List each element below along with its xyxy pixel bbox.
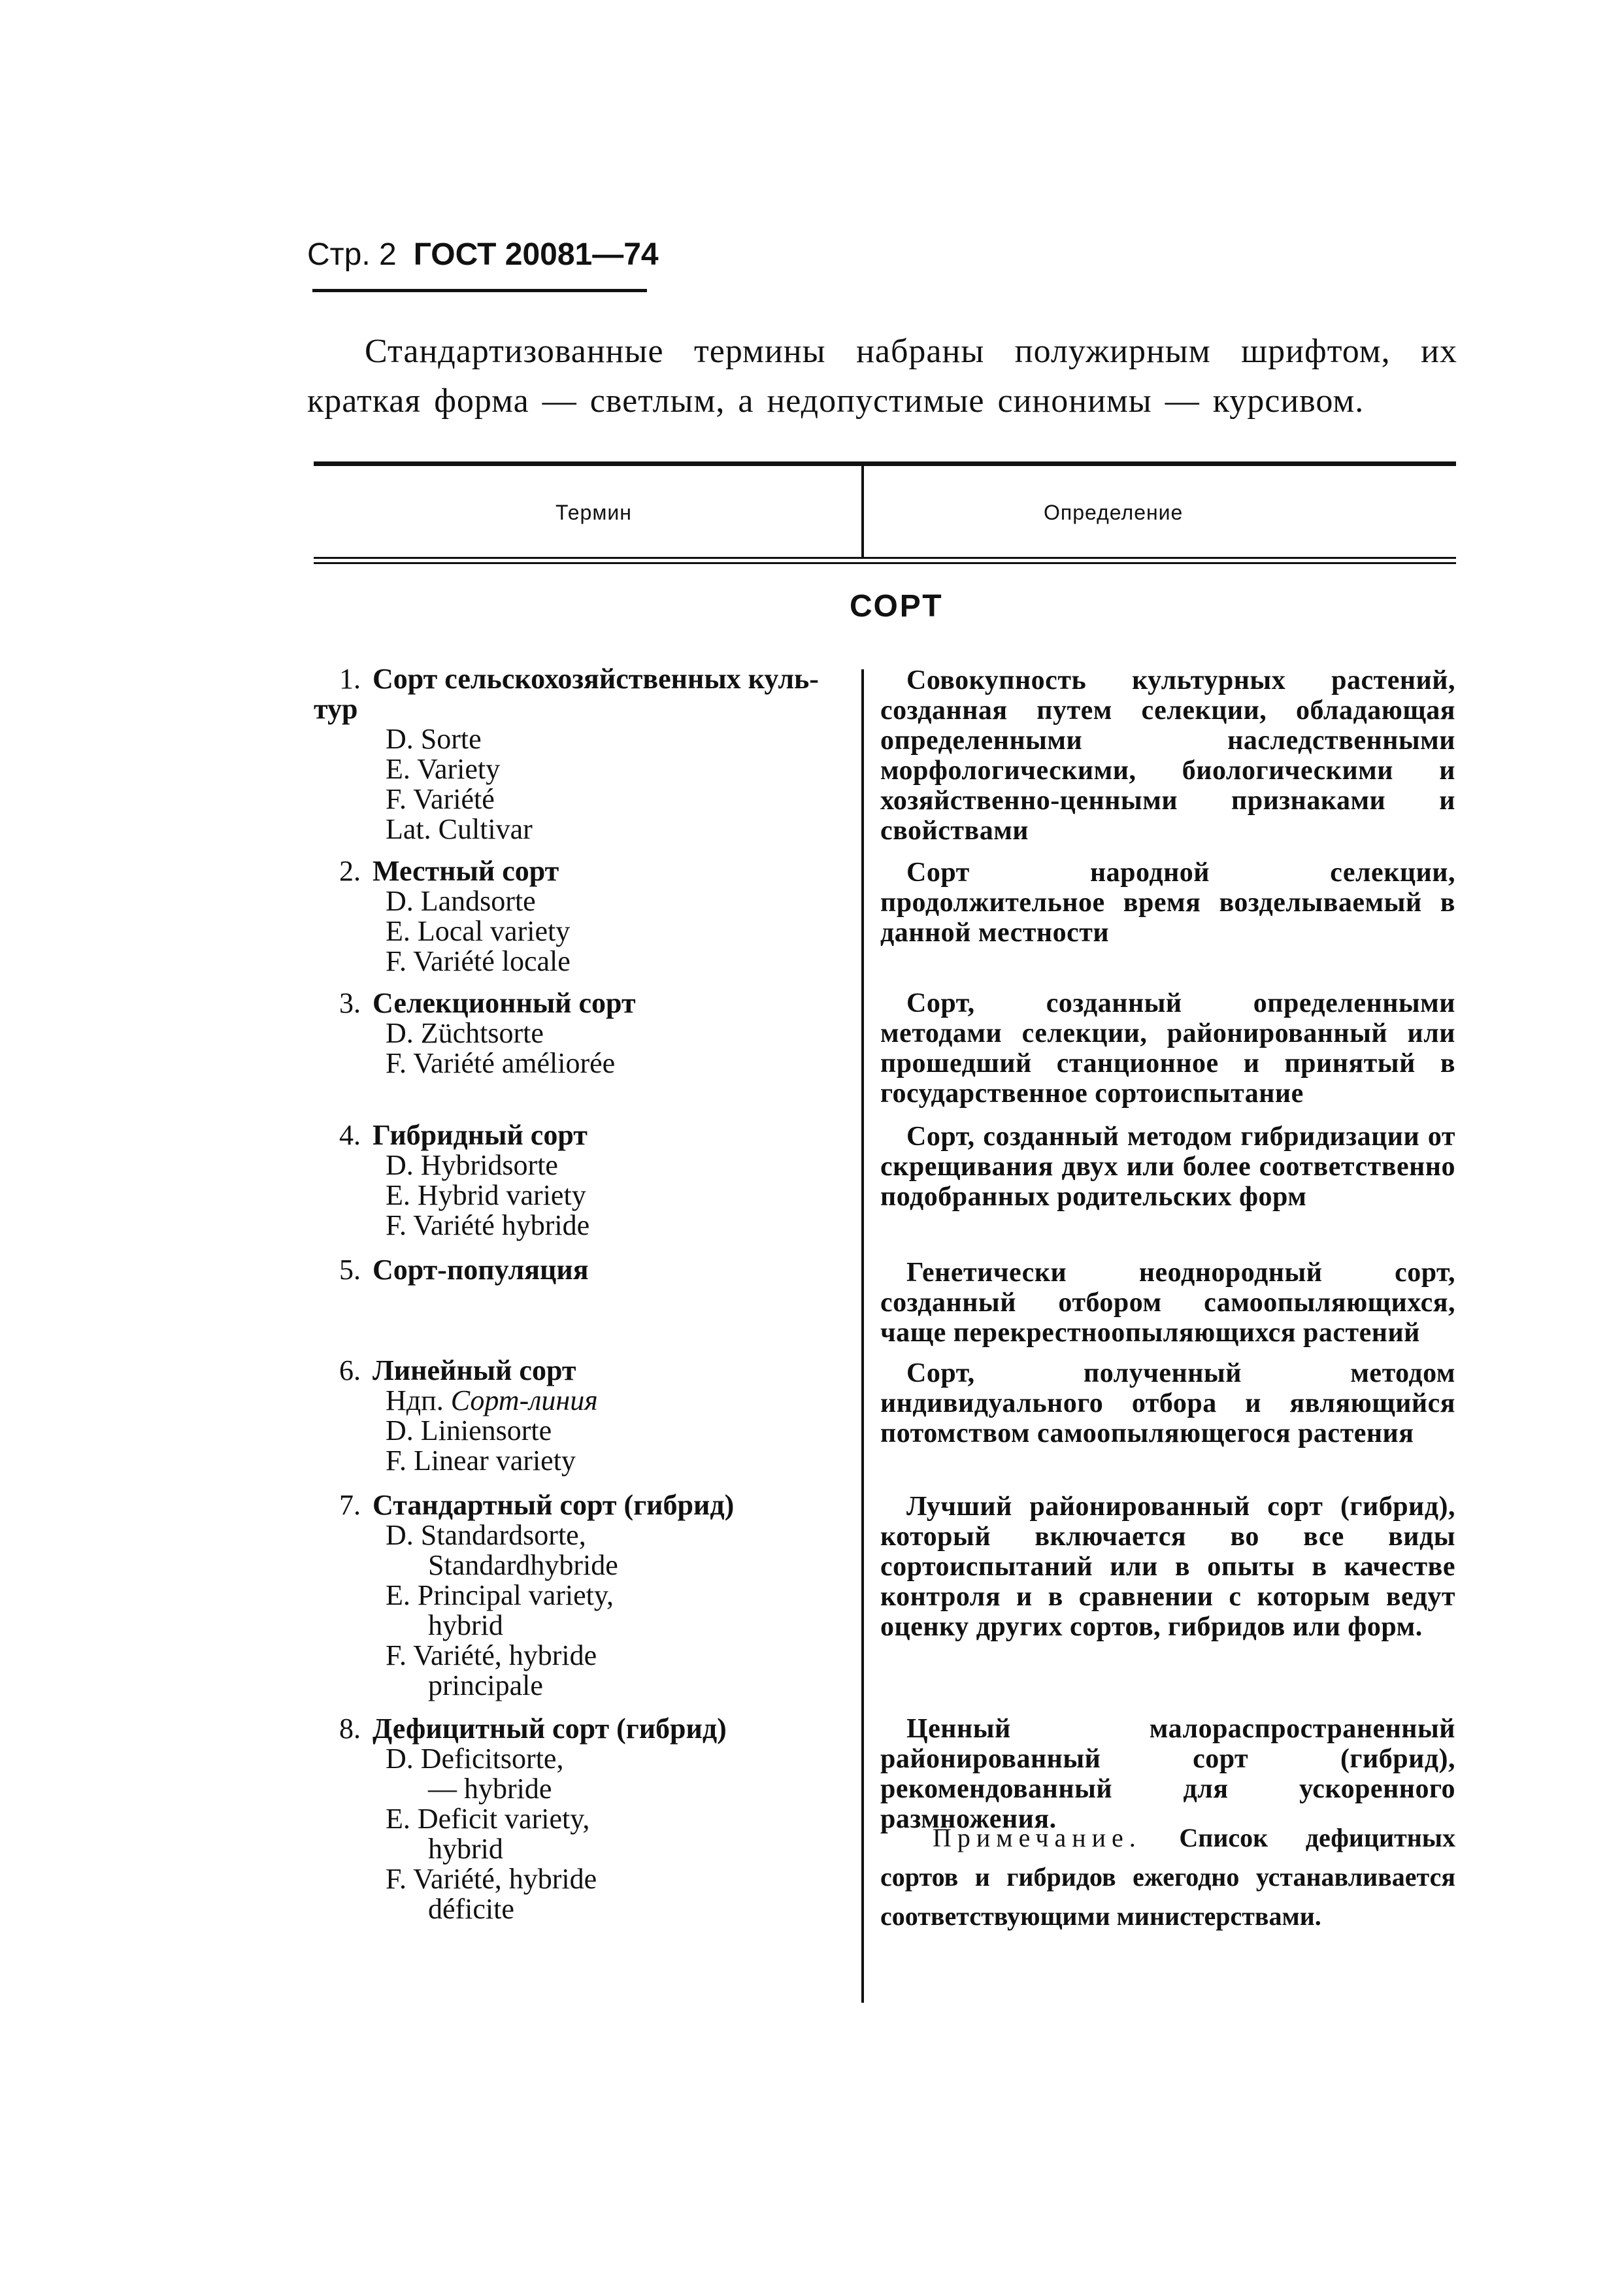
term-number: 6. — [339, 1354, 361, 1386]
equivalent-french: F. Variété — [386, 783, 495, 815]
term-entry-7 — [314, 1490, 843, 1701]
term-number: 2. — [339, 855, 361, 887]
equivalent-french: F. Variété, hybride — [386, 1639, 597, 1671]
header-column-divider — [861, 465, 864, 558]
term-number: 5. — [339, 1254, 361, 1286]
table-header-rule-2 — [314, 562, 1456, 564]
definition-3: Сорт, созданный определенными методами селекции, районированный или прошедший станционное и принятый в государственное сортоиспытание — [880, 988, 1455, 1109]
definition-2: Сорт народной селекции, продолжительное время возделываемый в данной местности — [880, 858, 1455, 948]
synonym-label: Ндп. — [386, 1384, 444, 1416]
term-number: 3. — [339, 987, 361, 1019]
equivalent-english: E. Variety — [386, 753, 501, 785]
term-number: 8. — [339, 1713, 361, 1745]
page-number: Стр. 2 — [307, 237, 397, 272]
definition-7: Лучший районированный сорт (гибрид), который включается во все виды сортоиспытаний или в опыты в качестве контроля и в сравнении с которым ведут оценку других сортов, гибридов или форм. — [880, 1492, 1455, 1642]
equivalent-german: D. Standardsorte, — [386, 1519, 586, 1551]
equivalent-french: F. Variété, hybride — [386, 1863, 597, 1895]
equivalent-french: F. Variété hybride — [386, 1209, 590, 1241]
term-name: Линейный сорт — [373, 1354, 576, 1386]
definition-6: Сорт, полученный методом индивидуального отбора и являющийся потомством самоопыляющегося растения — [880, 1358, 1455, 1448]
term-entry-5 — [314, 1255, 843, 1285]
equivalent-french-continuation: déficite — [428, 1893, 514, 1925]
column-header-definition: Определение — [1044, 501, 1184, 524]
equivalent-german: D. Züchtsorte — [386, 1017, 544, 1049]
term-entry-3 — [314, 988, 843, 1079]
body-column-divider — [861, 669, 864, 2003]
note-8 — [880, 1818, 1455, 1936]
equivalent-latin: Lat. Cultivar — [386, 813, 533, 845]
table-header-rule-1 — [314, 557, 1456, 559]
note-text: Список дефицитных сортов и гибридов ежегодно устанавливается соответствующими министерствами. — [880, 1823, 1455, 1931]
definition-4: Сорт, созданный методом гибридизации от скрещивания двух или более соответственно подобранных родительских форм — [880, 1122, 1455, 1212]
term-entry-8 — [314, 1714, 843, 1924]
rejected-synonym: Сорт-линия — [450, 1384, 598, 1416]
standard-designation: ГОСТ 20081—74 — [413, 237, 659, 272]
equivalent-french: F. Variété locale — [386, 945, 571, 977]
table-top-rule — [314, 461, 1456, 466]
running-head — [307, 237, 659, 273]
equivalent-english: E. Principal variety, — [386, 1579, 614, 1611]
equivalent-english: E. Hybrid variety — [386, 1179, 586, 1211]
equivalent-english-continuation: hybrid — [428, 1609, 503, 1641]
rejected-synonym-line — [314, 1386, 843, 1416]
term-entry-6 — [314, 1356, 843, 1476]
definition-8: Ценный малораспространенный районированный сорт (гибрид), рекомендованный для ускоренного размножения. — [880, 1714, 1455, 1834]
equivalent-english-continuation: hybrid — [428, 1833, 503, 1865]
equivalent-german: D. Landsorte — [386, 885, 536, 917]
equivalent-english: E. Local variety — [386, 915, 571, 947]
equivalent-german: D. Sorte — [386, 723, 482, 755]
term-entry-1 — [314, 664, 843, 844]
term-name: Сорт сельскохозяйственных куль- — [373, 663, 819, 695]
equivalent-german: D. Hybridsorte — [386, 1149, 558, 1181]
term-name: Гибридный сорт — [373, 1119, 588, 1151]
term-name: Селекционный сорт — [373, 987, 636, 1019]
term-number: 7. — [339, 1489, 361, 1521]
definition-1: Совокупность культурных растений, созданная путем селекции, обладающая определенными наследственными морфологическими, биологическими и хозяйственно-ценными признаками и свойствами — [880, 665, 1455, 846]
term-name: Дефицитный сорт (гибрид) — [373, 1713, 727, 1745]
column-header-term: Термин — [555, 501, 632, 524]
section-title: СОРТ — [850, 589, 944, 624]
term-entry-2 — [314, 856, 843, 977]
equivalent-german-continuation: Standardhybride — [428, 1549, 618, 1581]
equivalent-english: E. Deficit variety, — [386, 1803, 590, 1835]
note-label: Примечание. — [933, 1823, 1142, 1852]
equivalent-german: D. Deficitsorte, — [386, 1743, 564, 1775]
equivalent-german: D. Liniensorte — [386, 1414, 552, 1447]
equivalent-french: F. Variété améliorée — [386, 1047, 616, 1079]
term-number: 1. — [339, 663, 361, 695]
term-name: Местный сорт — [373, 855, 559, 887]
equivalent-french-continuation: principale — [428, 1669, 543, 1701]
equivalent-french: F. Linear variety — [386, 1445, 576, 1477]
term-entry-4 — [314, 1120, 843, 1241]
definition-5: Генетически неоднородный сорт, созданный отбором самоопыляющихся, чаще перекрестноопыляющихся растений — [880, 1258, 1455, 1348]
term-name: Стандартный сорт (гибрид) — [373, 1489, 735, 1521]
term-name-continuation: тур — [314, 693, 358, 725]
term-number: 4. — [339, 1119, 361, 1151]
intro-paragraph: Стандартизованные термины набраны полужирным шрифтом, их краткая форма — светлым, а недопустимые синонимы — курсивом. — [307, 333, 1457, 420]
header-underline — [312, 289, 647, 292]
term-name: Сорт-популяция — [373, 1254, 589, 1286]
equivalent-german-continuation: — hybride — [428, 1773, 552, 1805]
